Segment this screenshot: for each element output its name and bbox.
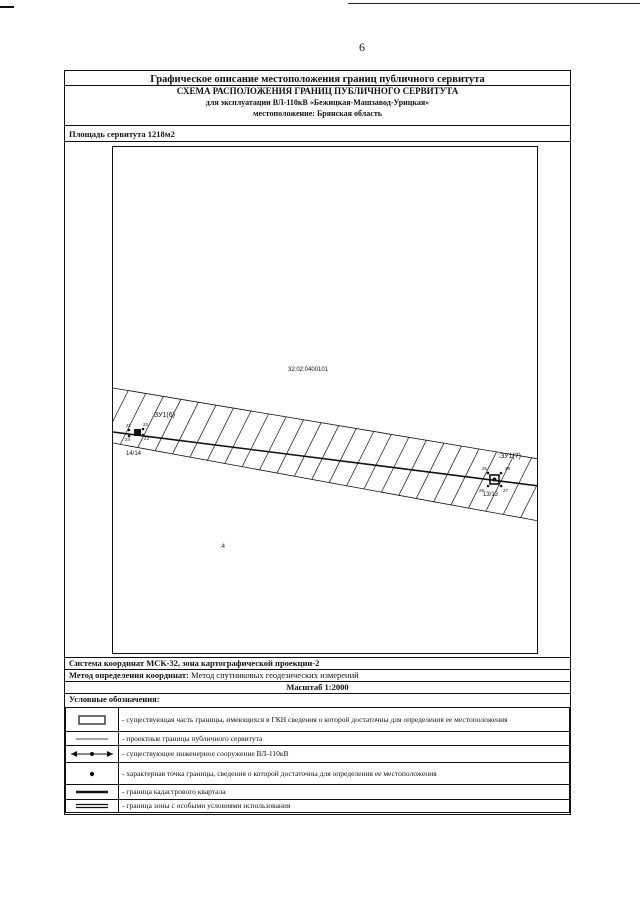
legend-symbol: [66, 763, 119, 785]
thin-line-icon: [72, 734, 112, 744]
point-25-label: 25: [482, 466, 488, 471]
point-28-dot: [487, 485, 490, 488]
rectangle-outline-icon: [72, 713, 112, 727]
parcel-7-label: :ЗУ1(7): [498, 453, 521, 460]
hatch-line: [126, 367, 216, 547]
hatch-line: [278, 367, 368, 547]
map-drawing: [113, 147, 538, 654]
hatch-line: [113, 367, 197, 547]
legend-text: - существующая часть границы, имеющихся в ГКН сведения о которой достаточны для определения ее местоположения: [119, 708, 570, 732]
support-14-marker: [134, 429, 141, 436]
hatch-line: [183, 367, 273, 547]
coordinate-system: Система координат МСК-32, зона картографической проекции-2: [69, 658, 320, 668]
divider: [65, 125, 570, 126]
point-27-label: 27: [503, 488, 509, 493]
hatch-line: [354, 367, 444, 547]
legend-table: [65, 707, 570, 813]
hatch-line: [202, 367, 292, 547]
hatch-line: [411, 367, 501, 547]
support-13-center: [493, 478, 497, 482]
cadastral-quarter-label: 32:02:0400101: [288, 367, 329, 373]
servitude-hatching: [113, 367, 538, 547]
point-25-dot: [487, 472, 490, 475]
method-label: Метод определения координат:: [69, 670, 189, 680]
method-line: [69, 670, 359, 680]
hatch-line: [113, 367, 159, 547]
support-14-label: 14/14: [126, 451, 142, 457]
map-scale: Масштаб 1:2000: [286, 682, 349, 692]
legend-symbol: [66, 708, 119, 732]
servitude-area: Площадь сервитута 1218м2: [69, 129, 175, 139]
point-26-label: 26: [505, 466, 511, 471]
legend-text: - граница кадастрового квартала: [119, 785, 570, 800]
scheme-title: СХЕМА РАСПОЛОЖЕНИЯ ГРАНИЦ ПУБЛИЧНОГО СЕРВИТУТА: [176, 86, 459, 96]
legend-symbol: [66, 800, 119, 813]
legend-row: [66, 746, 570, 763]
legend-row: [66, 785, 570, 800]
hatch-line: [113, 367, 140, 547]
point-22-dot: [142, 428, 145, 431]
legend-row: [66, 800, 570, 813]
page-number: 6: [359, 40, 365, 54]
point-23-label: 23: [144, 436, 150, 441]
divider: [65, 141, 570, 142]
double-line-icon: [72, 801, 112, 811]
point-21-dot: [128, 429, 131, 432]
zone-boundary-top: [113, 388, 538, 459]
hatch-line: [221, 367, 311, 547]
legend-symbol: [66, 785, 119, 800]
thick-line-icon: [72, 787, 112, 797]
point-28-label: 28: [479, 488, 485, 493]
point-24-label: 24: [125, 437, 131, 442]
point-22-label: 22: [143, 422, 149, 427]
legend-heading: Условные обозначения:: [69, 694, 160, 704]
document-title: Графическое описание местоположения границ публичного сервитута: [150, 74, 485, 85]
scan-edge-mark: [0, 6, 14, 8]
scan-edge-rule: [348, 3, 640, 4]
parcel-6-label: :ЗУ1(6): [152, 412, 175, 419]
scheme-location: местоположение: Брянская область: [253, 109, 382, 118]
legend-text: - проектные границы публичного сервитута: [119, 732, 570, 746]
legend-symbol: [66, 746, 119, 763]
legend-symbol: [66, 732, 119, 746]
point-27-dot: [500, 485, 503, 488]
hatch-line: [113, 367, 121, 547]
legend-text: - граница зоны с особыми условиями использования: [119, 800, 570, 813]
hatch-line: [316, 367, 406, 547]
hatch-line: [373, 367, 463, 547]
legend-text: - характерная точка границы, сведения о которой достаточны для определения ее местоположения: [119, 763, 570, 785]
hatch-line: [164, 367, 254, 547]
point-21-label: 21: [126, 423, 132, 428]
method-value: Метод спутниковых геодезических измерений: [191, 670, 359, 680]
arrow-line-icon: [69, 748, 115, 760]
legend-text: - существующее инженерное сооружение ВЛ-110кВ: [119, 746, 570, 763]
legend-row: [66, 732, 570, 746]
dot-icon: [72, 769, 112, 779]
parcel-4-label: :4: [220, 544, 226, 550]
hatch-line: [335, 367, 425, 547]
support-13-label: 13/13: [483, 492, 499, 498]
legend-row: [66, 763, 570, 785]
zone-boundary-bottom: [113, 443, 538, 521]
point-26-dot: [500, 472, 503, 475]
map-panel: [112, 146, 538, 654]
scheme-purpose: для эксплуатации ВЛ-110кВ «Бежицкая-Машзавод-Урицкая»: [205, 98, 430, 107]
legend-row: [66, 708, 570, 732]
document-frame: [64, 70, 571, 815]
